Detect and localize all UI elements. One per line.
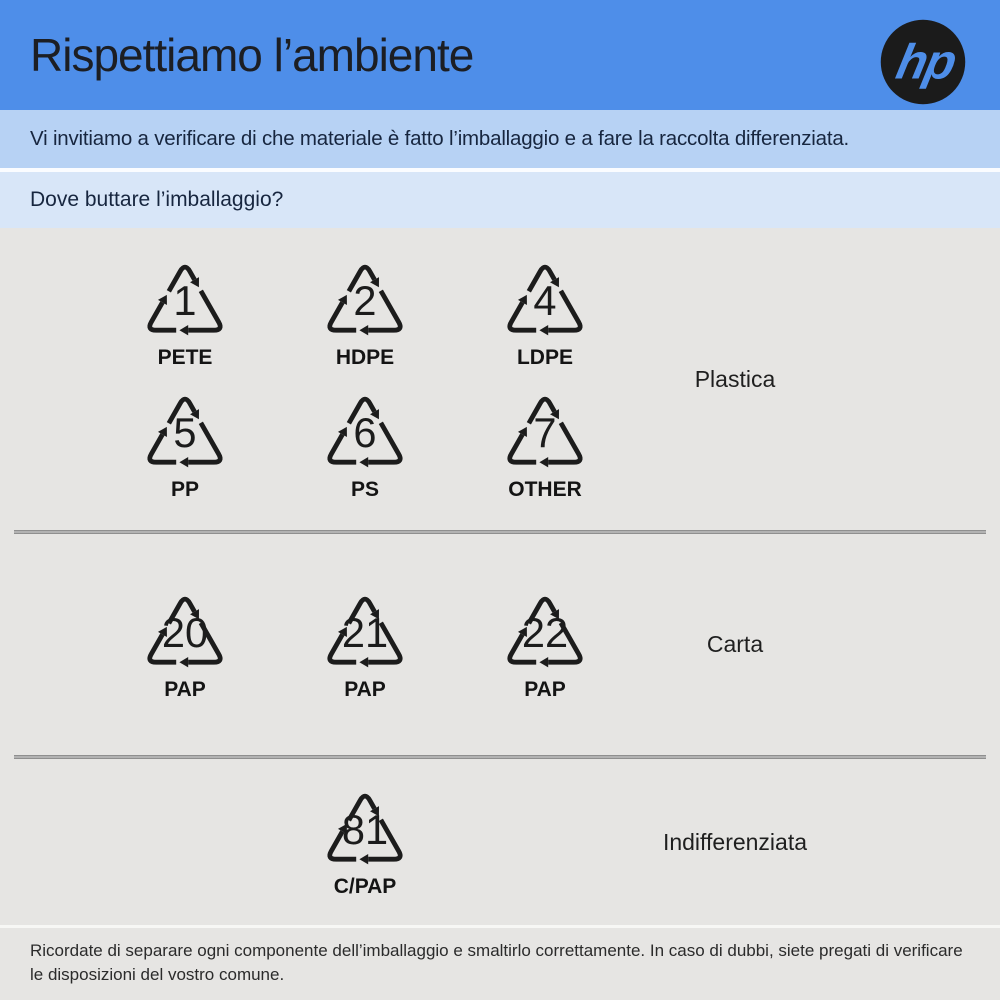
symbol-row (95, 587, 635, 703)
recycling-triangle-icon (497, 255, 593, 343)
recycling-symbol-ps (275, 387, 455, 503)
recycling-symbol-pete (95, 255, 275, 371)
plastica-symbol-grid (95, 255, 635, 503)
recycling-triangle-icon (497, 587, 593, 675)
material-code-label: PAP (524, 677, 566, 701)
recycling-symbol-ldpe (455, 255, 635, 371)
svg-text:2: 2 (353, 277, 377, 324)
section-plastica (0, 228, 1000, 530)
recycling-triangle-icon (137, 387, 233, 475)
svg-text:81: 81 (341, 806, 389, 853)
banner-band (0, 110, 1000, 168)
recycling-symbol-pp (95, 387, 275, 503)
recycling-triangle-icon (317, 255, 413, 343)
header-band (0, 0, 1000, 110)
material-code-label: PP (170, 478, 199, 501)
question-band (0, 172, 1000, 228)
svg-text:7: 7 (533, 409, 557, 456)
material-code-label: C/PAP (333, 875, 397, 898)
indifferenziata-symbol-grid (95, 784, 635, 900)
page-title: Rispettiamo l’ambiente (30, 29, 474, 81)
category-label-carta: Carta (706, 631, 764, 657)
recycling-symbol-pap-22 (455, 587, 635, 703)
recycling-triangle-icon (497, 387, 593, 475)
symbol-row (95, 784, 635, 900)
material-code-label: LDPE (516, 346, 573, 369)
material-code-label: PAP (344, 677, 386, 701)
symbol-row (95, 255, 635, 371)
recycling-triangle-icon (137, 255, 233, 343)
question-text: Dove buttare l’imballaggio? (30, 188, 284, 211)
category-label-indifferenziata: Indifferenziata (662, 828, 808, 855)
svg-text:20: 20 (161, 608, 209, 656)
svg-text:6: 6 (353, 409, 377, 456)
recycling-triangle-icon (317, 784, 413, 872)
recycling-symbol-other (455, 387, 635, 503)
section-carta (0, 534, 1000, 755)
recycling-symbol-pap-20 (95, 587, 275, 703)
section-indifferenziata (0, 759, 1000, 925)
category-label-plastica: Plastica (694, 365, 776, 392)
hp-logo-icon (879, 18, 967, 106)
banner-text: Vi invitiamo a verificare di che materiale è fatto l’imballaggio e a fare la raccolta differenziata. (30, 127, 850, 150)
carta-symbol-grid (95, 587, 635, 703)
recycling-symbol-cpap-81 (275, 784, 455, 900)
symbols-area (0, 228, 1000, 1000)
svg-text:hp: hp (891, 34, 961, 90)
recycling-symbol-hdpe (275, 255, 455, 371)
recycling-triangle-icon (317, 387, 413, 475)
material-code-label: HDPE (335, 346, 395, 369)
symbol-row (95, 387, 635, 503)
svg-text:1: 1 (173, 277, 197, 324)
material-code-label: PS (350, 478, 379, 501)
material-code-label: OTHER (508, 478, 582, 501)
footer (0, 928, 1000, 1000)
recycling-triangle-icon (317, 587, 413, 675)
material-code-label: PETE (157, 346, 213, 369)
svg-text:5: 5 (173, 409, 197, 456)
svg-text:21: 21 (341, 608, 389, 656)
svg-text:4: 4 (533, 277, 557, 324)
footer-text: Ricordate di separare ogni componente dell’imballaggio e smaltirlo correttamente. In caso di dubbi, siete pregati di verificare le disposizioni del vostro comune. (30, 941, 963, 984)
recycling-symbol-pap-21 (275, 587, 455, 703)
material-code-label: PAP (164, 677, 206, 701)
svg-text:22: 22 (521, 608, 569, 656)
recycling-triangle-icon (137, 587, 233, 675)
